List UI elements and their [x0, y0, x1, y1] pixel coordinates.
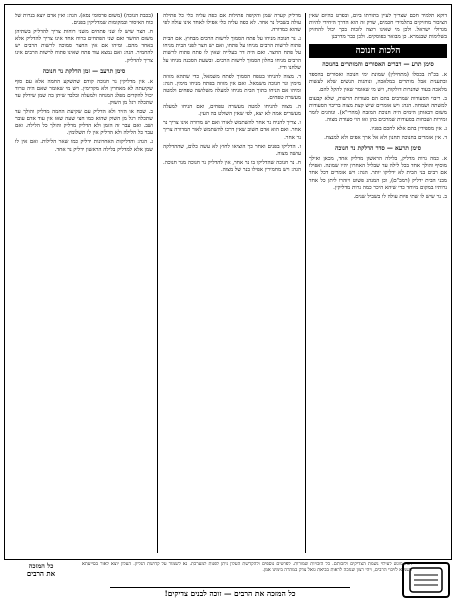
paragraph: ד. אין אומרים בחנוכה תחנון ולא אל ארך אפים ולא למנצח. [324, 135, 447, 142]
footer-logo [4, 562, 78, 598]
paragraph: ה. מצוה להניחו למטה מעשרה טפחים, ואם הניחו למעלה מעשרים אמה לא יצא, לפי שאין השולט בה העין. [163, 104, 301, 118]
column-divider [305, 13, 306, 553]
siman-title: סימן תרע — דברים האסורים והמותרים בחנוכה [322, 61, 434, 69]
paragraph: דוקא תלמיד חכם שצריך לעיין בתורתו ביום, ובפרט כהיום שאין הציבור מחזיקים בתלמידי חכמים, שרק זה הוא הדרך היחידי להיות מגדולי ישראל. ולכן מי שאינו רוצה לזכות בכך יכול להחזיק בשלימות שבגמרא. כן מבואר בפוסקים. ולכן כבר מדרבנן [309, 13, 447, 41]
column-middle [163, 13, 301, 553]
footer-banner: כל המזכה את הרבים — זוכה לבנים צדיקים! [110, 587, 350, 599]
footer-text: הגה מוגש לעילוי נשמת הצדיקים ולזכותם. כל הזכויות שמורות. לפרטים נוספים ולהקדשת העלון ניתן לפנות למערכת. נא לשמור על קדושת הגליון. העלון יוצא לאור בסייעתא דשמיא לזיכוי הרבים, ויהי רצון שנזכה לראות בביאת גואל צדק במהרה בימינו אמן. [82, 562, 412, 573]
paragraph: ז. הדליקו בפנים ואחר כך הוציאו לחוץ לא עשה כלום, שההדלקה עושה מצוה. [163, 143, 301, 157]
paragraph: ג. אין מספידין בהם אלא לחכם בפניו. [369, 126, 447, 133]
page-frame [4, 4, 452, 560]
paragraph: ד. מצוה להניחו בטפח הסמוך לפתח משמאל, כדי שתהא מזוזה מימין ונר חנוכה משמאל. ואם אין מזוזה בפתח מניחו מימין. הגה: ומיהו אם הניחו בתוך הבית מניחו למעלה משלושה טפחים ולמטה מעשרה טפחים. [163, 73, 301, 102]
paragraph: א. בכ"ה בכסלו (מתחילין) שמונת ימי חנוכה ואסורים בהספד ובתענית אבל מותרים במלאכה, ונוהגות הנשים שלא לעשות מלאכה בעוד שהנרות דולקות, ויש מי שאומר שאין להקל להם. [309, 72, 447, 93]
siman-title: סימן תרעא — סדר הדלקת נר חנוכה [334, 145, 422, 153]
paragraph: ב. שכח או הזיד ולא הדליק עם שקיעת החמה מדליק והולך עד שתכלה רגל מן השוק שהוא כמו חצי שעה שאז אין עוד אדם עובר ושב. ואם עבר זה הזמן ולא הדליק מדליק והולך כל הלילה. ואם עבר כל הלילה ולא הדליק אין לו תשלומין. [15, 109, 153, 137]
paragraph: ח. הצר שיש לו שני פתחים משני רוחות צריך להדליק בשתיהן משום החשד ואם שני הפתחים ברוח אחד אינו צריך להדליק אלא באחד מהם. ומיהו אם אין החצר סמוכה לרשות הרבים יש להחמיר. הגה: ואם נמצא עוד פתח שאינו פתוח לרשות הרבים אינו צריך להדליק. [15, 29, 153, 64]
column-divider [157, 13, 158, 553]
paragraph: ב. נר שיש לו שתי פיות עולה לו בשביל שנים. [353, 193, 447, 200]
paragraph: א. כמה נרות מדליק, בלילה הראשון מדליק אחד, מכאן ואילך מוסיף והולך אחד בכל לילה עד שבליל האחרון יהיו שמונה. ואפילו אם רבים בני הבית לא ידליקו יותר. הגה: ויש אומרים דכל אחד מבני הבית ידליק (רמב"ם), וכן המנהג פשוט ויזהרו ליתן כל אחד נרותיו במקום מיוחד כדי שיהא היכר כמה נרות מדליקין. [309, 156, 447, 191]
paragraph: ג. הגה: והדליקות האחרונות ידליק כמו שאר הלילות. ואם אין לו שמן אלא למדליק בלילה הראשון ידליק נר אחד. [15, 139, 153, 153]
paragraph: א. אין מדליקין נר חנוכה קודם שתשקע החמה אלא עם סוף שקיעתה לא מאחרין ולא מקדימין. ויש מי שאומר שאם היה טרוד יכול להקדים מפלג המנחה ולמעלה ובלבד שיתן בה שמן שידלק עד שתכלה רגל מן השוק. [15, 78, 153, 106]
siman-title: סימן תרעב — זמן הדלקת נר חנוכה [42, 67, 126, 75]
paragraph: ג. נר חנוכה מניחו על פתח הסמוך לרשות הרבים מבחוץ. אם הבית פתוח לרשות הרבים מניחו על פתחו, ואם יש חצר לפני הבית מניחו על פתח החצר. ואם היה דר בעלייה שאין לו פתח פתוח לרשות הרבים מניחו בחלון הסמוך לרשות הרבים. ובשעת הסכנה מניחו על שלחנו ודיו. [163, 36, 301, 71]
logo-line: כל המזכה [28, 562, 54, 570]
paragraph: ח. נר חנוכה שהדליקו בו נר אחר, אין להדליק נר חנוכה מנר חנוכה. הגה: ויש מחמירין אפילו בנר של מצוה. [163, 159, 301, 173]
column-left [15, 13, 153, 553]
paragraph: ו. צריך להניח נר אחר להשתמש לאורו ואם יש מדורה אינו צריך נר אחר. ואם הוא אדם חשוב שאין דרכו להשתמש לאור המדורה צריך נר אחר. [163, 120, 301, 141]
column-right [309, 13, 447, 553]
section-heading: הלכות חנוכה [309, 44, 447, 58]
paragraph: ב. ריבוי הסעודות שמרבים בהם הם סעודות הרשות, שלא קבעום למשתה ושמחה. הגה: ויש אומרים שיש קצת מצוה בריבוי הסעודות משום דבאותן הימים היה חנוכת המזבח (מהרי"א). ונוהגים לומר זמירות ושבחות בסעודות שמרבים בהן ואז הוי סעודת מצוה. [309, 95, 447, 123]
paragraph: (בכבת הנוכה) (משום פרסומי נסא). הגה: ואין אדם יוצא בנרות של כוח האיסור ובמקומות שמדליקין בפנים. [15, 13, 153, 27]
logo-line: את הרבים [26, 569, 56, 578]
paragraph: מדליק קערה שמן והקיפה פתילות אם כפה עליה כלי כל פתילה עולה בשביל נר אחד. לא כפה עליה כלי אפילו לאחד אינו עולה לפי שהוא כמדורה. [163, 13, 301, 34]
seal-emblem-graphic [408, 566, 444, 594]
